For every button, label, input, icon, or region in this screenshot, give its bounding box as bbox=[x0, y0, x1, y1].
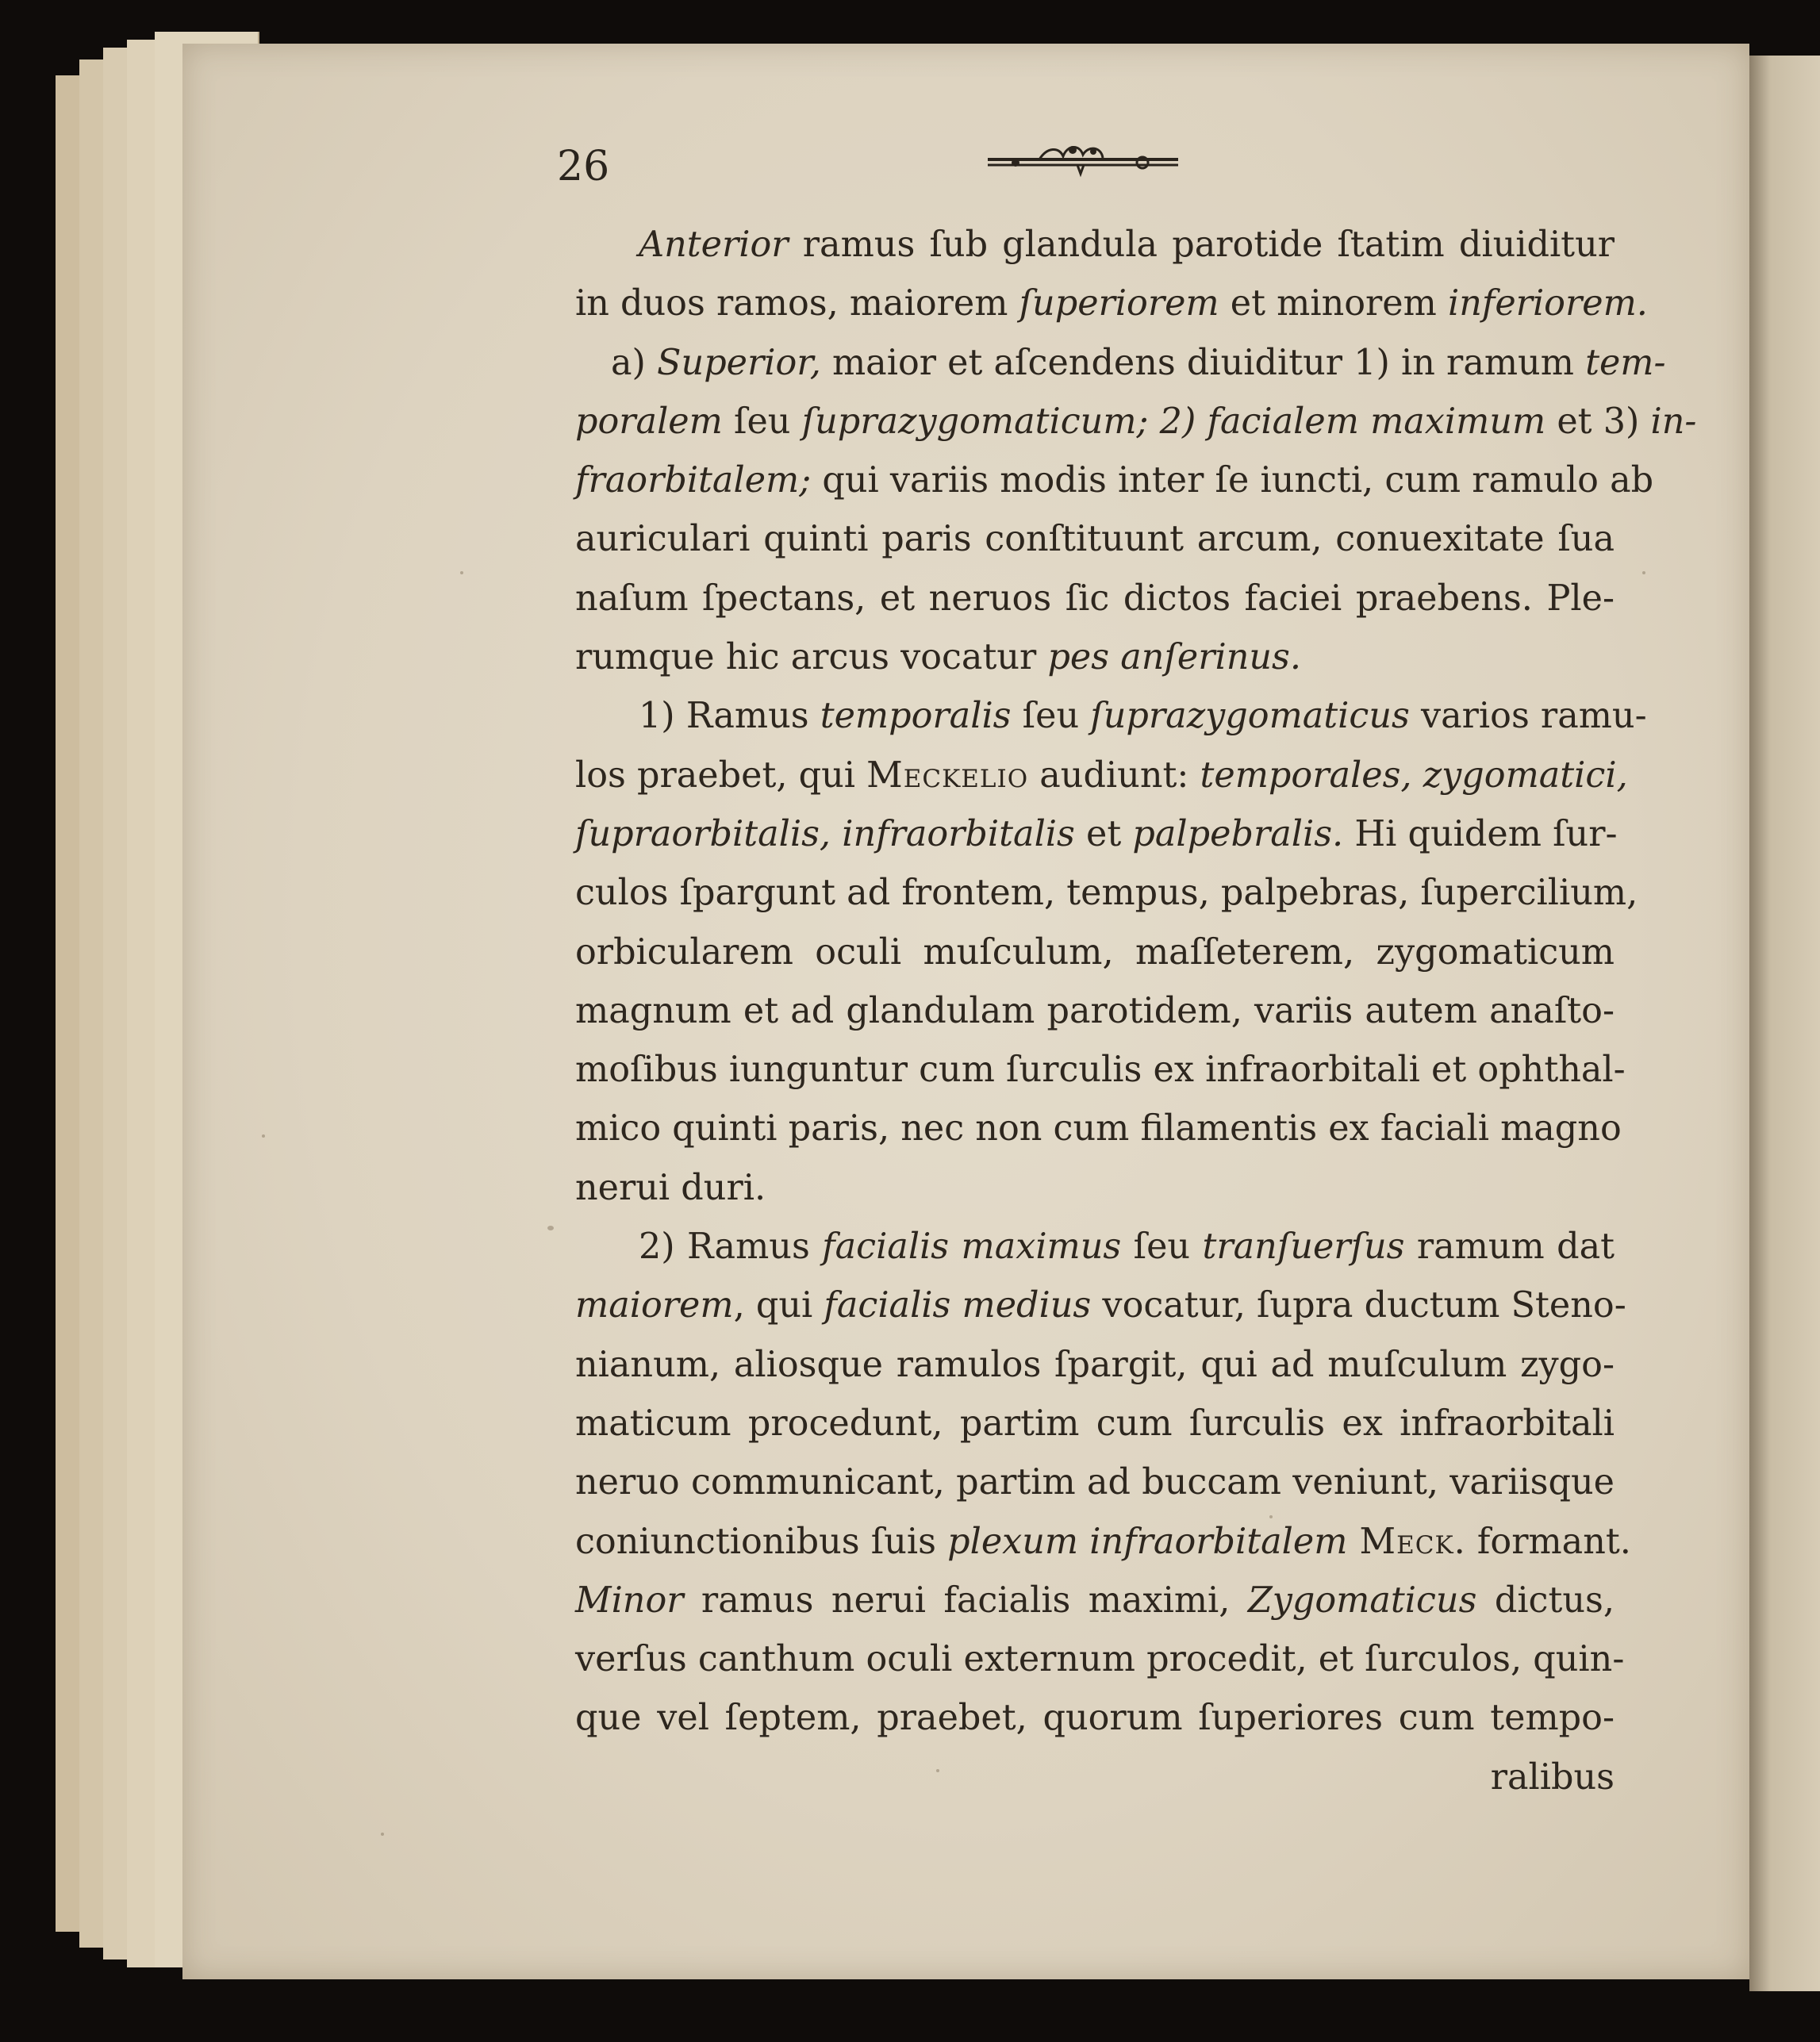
text-line: rumque hic arcus vocatur pes anſerinus. bbox=[575, 637, 1302, 678]
text-line: nianum, aliosque ramulos ſpargit, qui ad muſculum zygo- bbox=[575, 1344, 1615, 1385]
paper-speck bbox=[460, 571, 463, 574]
text-line: moſibus iunguntur cum ſurculis ex infraorbitali et ophthal- bbox=[575, 1050, 1626, 1091]
page-number: 26 bbox=[557, 143, 610, 190]
text-line: Anterior ramus ſub glandula parotide ſtatim diuiditur bbox=[639, 225, 1615, 265]
paper-speck bbox=[547, 1226, 554, 1230]
text-line: poralem ſeu ſuprazygomaticum; 2) facialem maximum et 3) in- bbox=[575, 401, 1697, 442]
text-line: magnum et ad glandulam parotidem, variis autem anaſto- bbox=[575, 990, 1615, 1031]
facing-page-edge bbox=[1749, 56, 1820, 1991]
text-line: neruo communicant, partim ad buccam veniunt, variisque bbox=[575, 1462, 1615, 1503]
paper-speck bbox=[262, 1134, 265, 1138]
text-line: coniunctionibus ſuis plexum infraorbitalem Meck. formant. bbox=[575, 1521, 1631, 1562]
text-line: in duos ramos, maiorem ſuperiorem et minorem inferiorem. bbox=[575, 283, 1648, 324]
text-line: nerui duri. bbox=[575, 1167, 766, 1208]
paper-speck bbox=[936, 1769, 939, 1772]
headpiece-ornament-icon bbox=[984, 139, 1182, 178]
text-line: los praebet, qui Meckelio audiunt: temporales, zygomatici, bbox=[575, 754, 1628, 796]
paper-speck bbox=[1642, 571, 1645, 574]
text-line: ſupraorbitalis, infraorbitalis et palpebralis. Hi quidem ſur- bbox=[575, 813, 1618, 854]
text-line: 2) Ramus facialis maximus ſeu tranſuerſus ramum dat bbox=[639, 1226, 1615, 1268]
text-line: maiorem, qui facialis medius vocatur, ſupra ductum Steno- bbox=[575, 1285, 1626, 1326]
text-line: verſus canthum oculi externum procedit, et ſurculos, quin- bbox=[575, 1639, 1625, 1680]
catchword: ralibus bbox=[1490, 1756, 1615, 1798]
text-line: auriculari quinti paris conſtituunt arcum, conuexitate ſua bbox=[575, 519, 1615, 560]
paper-speck bbox=[381, 1833, 384, 1836]
text-line: naſum ſpectans, et neruos ſic dictos faciei praebens. Ple- bbox=[575, 578, 1615, 619]
text-line: a) Superior, maior et aſcendens diuiditur 1) in ramum tem- bbox=[611, 342, 1666, 383]
text-line: maticum procedunt, partim cum ſurculis ex infraorbitali bbox=[575, 1403, 1615, 1444]
text-line: Minor ramus nerui facialis maximi, Zygomaticus dictus, bbox=[575, 1579, 1615, 1621]
paper-speck bbox=[1269, 1515, 1273, 1518]
text-line: mico quinti paris, nec non cum filamentis ex faciali magno bbox=[575, 1108, 1622, 1150]
text-line: orbicularem oculi muſculum, maſſeterem, zygomaticum bbox=[575, 931, 1615, 973]
body-text bbox=[575, 216, 1697, 1807]
text-line: fraorbitalem; qui variis modis inter ſe iuncti, cum ramulo ab bbox=[575, 460, 1654, 501]
text-line: 1) Ramus temporalis ſeu ſuprazygomaticus varios ramu- bbox=[639, 696, 1647, 737]
text-line: que vel ſeptem, praebet, quorum ſuperiores cum tempo- bbox=[575, 1698, 1615, 1739]
text-line: culos ſpargunt ad frontem, tempus, palpebras, ſupercilium, bbox=[575, 873, 1638, 914]
